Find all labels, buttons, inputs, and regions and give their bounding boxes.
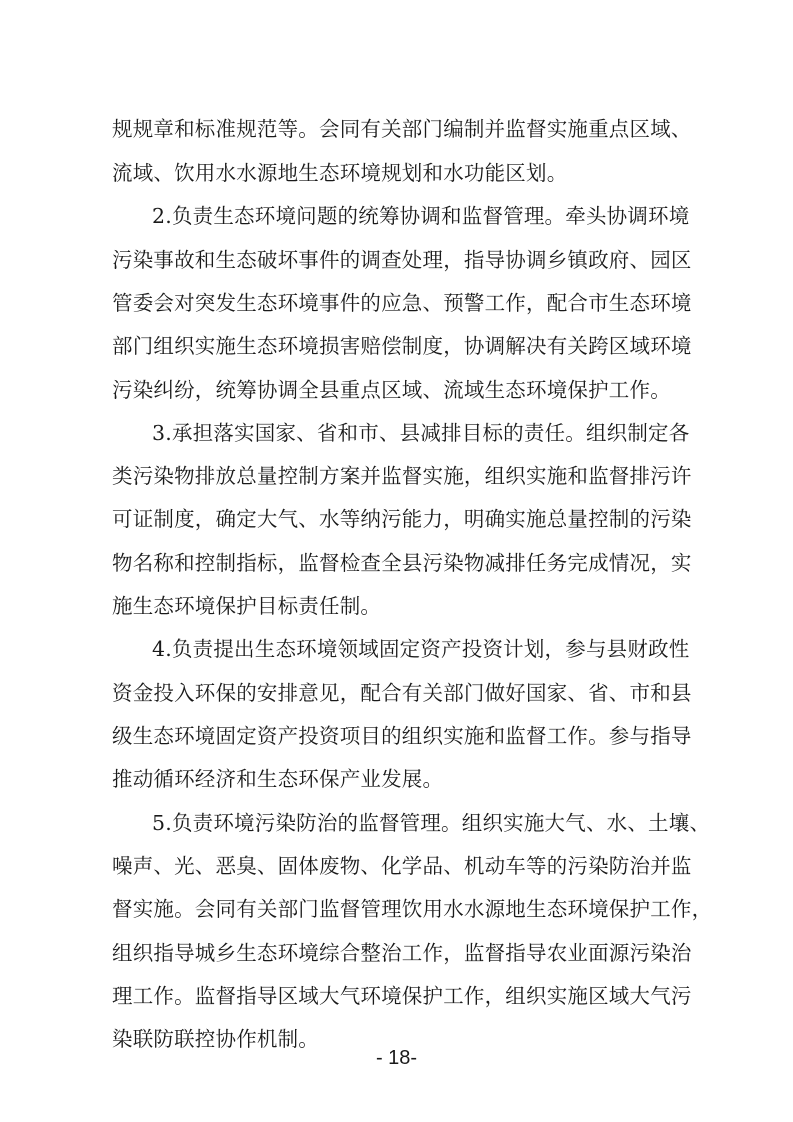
text-line: 流域、饮用水水源地生态环境规划和水功能区划。 bbox=[112, 161, 568, 185]
text-line: 资金投入环保的安排意见，配合有关部门做好国家、省、市和县 bbox=[112, 681, 692, 705]
text-line: 级生态环境固定资产投资项目的组织实施和监督工作。参与指导 bbox=[112, 724, 692, 748]
paragraph-2-start: 2.负责生态环境问题的统筹协调和监督管理。牵头协调环境 bbox=[152, 204, 690, 228]
text-line: 推动循环经济和生态环保产业发展。 bbox=[112, 767, 444, 791]
text-line: 可证制度，确定大气、水等纳污能力，明确实施总量控制的污染 bbox=[112, 507, 692, 531]
text-line: 管委会对突发生态环境事件的应急、预警工作，配合市生态环境 bbox=[112, 291, 692, 315]
paragraph-5-start: 5.负责环境污染防治的监督管理。组织实施大气、水、土壤、 bbox=[152, 811, 711, 835]
text-line: 部门组织实施生态环境损害赔偿制度，协调解决有关跨区域环境 bbox=[112, 334, 692, 358]
text-line: 物名称和控制指标，监督检查全县污染物减排任务完成情况，实 bbox=[112, 551, 692, 575]
text-line: 污染纠纷，统筹协调全县重点区域、流域生态环境保护工作。 bbox=[112, 378, 671, 402]
text-line: 染联防联控协作机制。 bbox=[112, 1027, 319, 1051]
paragraph-4-start: 4.负责提出生态环境领域固定资产投资计划，参与县财政性 bbox=[152, 637, 690, 661]
page-number: - 18- bbox=[375, 1047, 418, 1069]
text-line: 类污染物排放总量控制方案并监督实施，组织实施和监督排污许 bbox=[112, 464, 692, 488]
text-line: 噪声、光、恶臭、固体废物、化学品、机动车等的污染防治并监 bbox=[112, 854, 692, 878]
text-line: 规规章和标准规范等。会同有关部门编制并监督实施重点区域、 bbox=[112, 117, 692, 141]
text-line: 理工作。监督指导区域大气环境保护工作，组织实施区域大气污 bbox=[112, 984, 692, 1008]
paragraph-3-start: 3.承担落实国家、省和市、县减排目标的责任。组织制定各 bbox=[152, 421, 690, 445]
text-line: 污染事故和生态破坏事件的调查处理，指导协调乡镇政府、园区 bbox=[112, 248, 692, 272]
text-line: 督实施。会同有关部门监督管理饮用水水源地生态环境保护工作， bbox=[112, 897, 713, 921]
text-line: 施生态环境保护目标责任制。 bbox=[112, 594, 382, 618]
text-line: 组织指导城乡生态环境综合整治工作，监督指导农业面源污染治 bbox=[112, 941, 692, 965]
